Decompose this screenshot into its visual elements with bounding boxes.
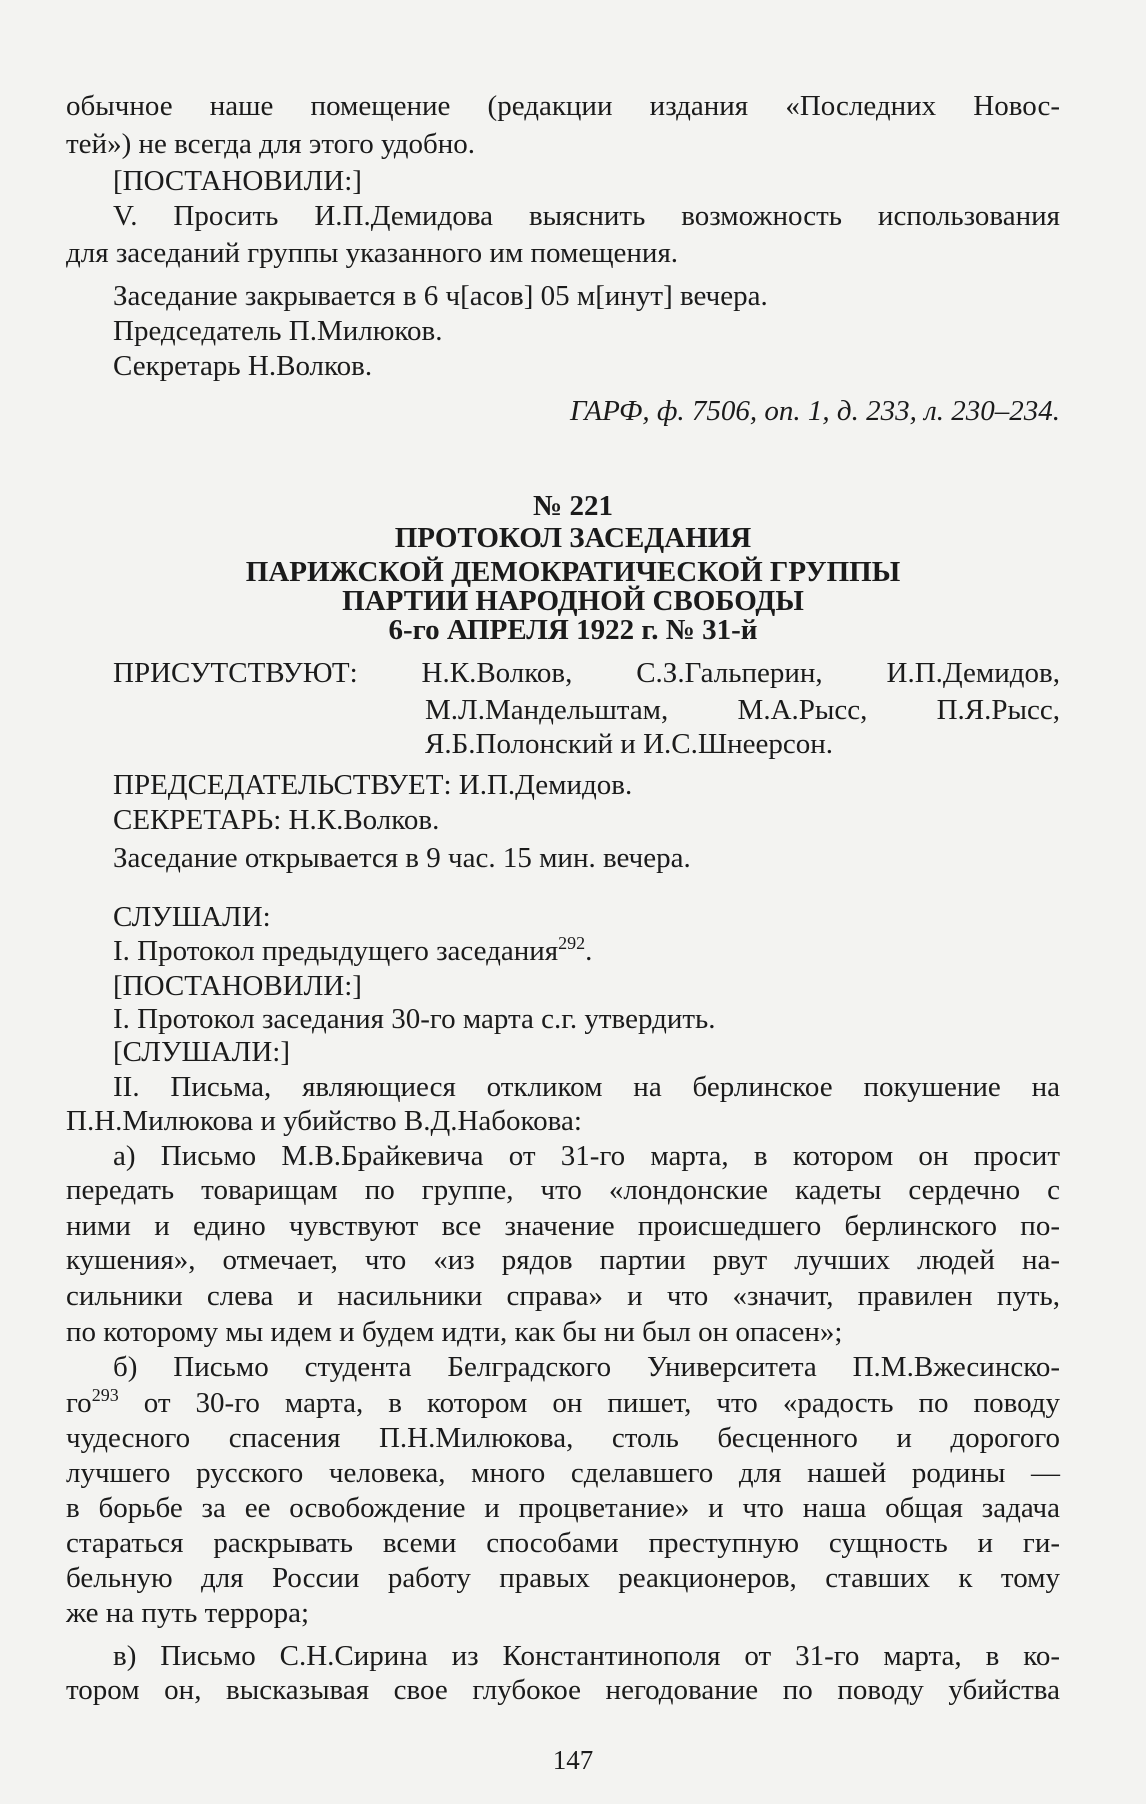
line-text: для заседаний группы указанного им помещения. — [66, 237, 679, 269]
text-line — [425, 725, 833, 763]
text-line — [113, 1033, 290, 1071]
line-text: Секретарь Н.Волков. — [113, 350, 373, 382]
text-line — [113, 1137, 1060, 1175]
line-text: обычное наше помещение (редакции издания «Последних Новос- — [66, 90, 1060, 122]
line-text: Я.Б.Полонский и И.С.Шнеерсон. — [425, 728, 834, 760]
line-text: 6-го АПРЕЛЯ 1922 г. № 31-й — [388, 614, 758, 646]
page-number: 147 — [552, 1745, 594, 1775]
text-line — [66, 234, 678, 272]
text-line — [66, 1241, 1060, 1279]
text-line — [66, 1454, 1060, 1492]
line-text: Председатель П.Милюков. — [113, 315, 443, 347]
text-line — [66, 1171, 1060, 1209]
line-text: I. Протокол заседания 30-го марта с.г. утвердить. — [113, 1003, 716, 1035]
line-text: кушения», отмечает, что «из рядов партии рвут лучших людей на- — [66, 1244, 1060, 1276]
line-text: б) Письмо студента Белградского Университета П.М.Вжесинско- — [113, 1351, 1060, 1383]
text-line — [113, 898, 271, 936]
line-text: П.Н.Милюкова и убийство В.Д.Набокова: — [66, 1105, 582, 1137]
archive-citation — [570, 392, 1060, 430]
text-line — [113, 766, 632, 804]
text-line — [66, 1594, 309, 1632]
text-line — [66, 1384, 1060, 1422]
line-text: ПАРИЖСКОЙ ДЕМОКРАТИЧЕСКОЙ ГРУППЫ — [245, 556, 901, 588]
line-text: ПРЕДСЕДАТЕЛЬСТВУЕТ: И.П.Демидов. — [113, 769, 633, 801]
text-line — [113, 932, 592, 970]
line-text: бельную для России работу правых реакционеров, ставших к тому — [66, 1562, 1060, 1594]
text-line — [113, 1348, 1060, 1386]
line-text: [ПОСТАНОВИЛИ:] — [113, 165, 362, 197]
line-text: сильники слева и насильники справа» и что «значит, правилен путь, — [66, 1280, 1060, 1312]
text-line — [113, 162, 362, 200]
text-line — [66, 1419, 1060, 1457]
line-text: Заседание открывается в 9 час. 15 мин. вечера. — [113, 842, 691, 874]
line-text: лучшего русского человека, много сделавшего для нашей родины — — [66, 1457, 1060, 1489]
text-line — [66, 125, 475, 163]
footnote-marker: 292 — [558, 933, 586, 953]
line-text: ними и едино чувствуют все значение происшедшего берлинского по- — [66, 1210, 1060, 1242]
line-text: стараться раскрывать всеми способами преступную сущность и ги- — [66, 1527, 1060, 1559]
text-line — [66, 1671, 1060, 1709]
line-text: ПРИСУТСТВУЮТ: Н.К.Волков, С.З.Гальперин, И.П.Демидов, — [113, 657, 1060, 689]
text-line — [113, 277, 768, 315]
text-line — [113, 654, 1060, 692]
line-text: чудесного спасения П.Н.Милюкова, столь бесценного и дорогого — [66, 1422, 1060, 1454]
line-text: ПАРТИИ НАРОДНОЙ СВОБОДЫ — [342, 585, 804, 617]
text-line — [66, 1277, 1060, 1315]
line-text: II. Письма, являющиеся откликом на берлинское покушение на — [113, 1071, 1060, 1103]
text-line — [66, 1313, 842, 1351]
line-text: М.Л.Мандельштам, М.А.Рысс, П.Я.Рысс, — [425, 694, 1060, 726]
line-text: передать товарищам по группе, что «лондонские кадеты сердечно с — [66, 1174, 1060, 1206]
line-text: го — [66, 1387, 92, 1419]
text-line — [425, 691, 1060, 729]
text-line — [113, 312, 442, 350]
line-text: тей») не всегда для этого удобно. — [66, 128, 475, 160]
text-line — [113, 197, 1060, 235]
text-line — [113, 839, 691, 877]
text-line — [113, 1068, 1060, 1106]
line-text: тором он, высказывая свое глубокое негодование по поводу убийства — [66, 1674, 1060, 1706]
line-text: ГАРФ, ф. 7506, оп. 1, д. 233, л. 230–234. — [570, 395, 1060, 427]
line-text: [ПОСТАНОВИЛИ:] — [113, 970, 362, 1002]
line-text: СЕКРЕТАРЬ: Н.К.Волков. — [113, 804, 440, 836]
heading-line — [0, 519, 1146, 557]
line-text: а) Письмо М.В.Брайкевича от 31-го марта, в котором он просит — [113, 1140, 1060, 1172]
text-line — [66, 1489, 1060, 1527]
text-line — [113, 1637, 1060, 1675]
line-text: СЛУШАЛИ: — [113, 901, 271, 933]
line-text: по которому мы идем и будем идти, как бы ни был он опасен»; — [66, 1316, 843, 1348]
text-line — [66, 1207, 1060, 1245]
text-line — [66, 1102, 582, 1140]
line-text-continued: . — [585, 935, 593, 967]
text-line — [113, 347, 372, 385]
line-text: в борьбе за ее освобождение и процветание» и что наша общая задача — [66, 1492, 1060, 1524]
line-text: же на путь террора; — [66, 1597, 310, 1629]
line-text: [СЛУШАЛИ:] — [113, 1036, 291, 1068]
line-text: в) Письмо С.Н.Сирина из Константинополя от 31-го марта, в ко- — [113, 1640, 1060, 1672]
line-text: I. Протокол предыдущего заседания — [113, 935, 559, 967]
line-text: Заседание закрывается в 6 ч[асов] 05 м[инут] вечера. — [113, 280, 768, 312]
text-line — [66, 1559, 1060, 1597]
text-line — [66, 87, 1060, 125]
text-line — [66, 1524, 1060, 1562]
line-text: № 221 — [533, 490, 613, 522]
line-text-continued: от 30-го марта, в котором он пишет, что «радость по поводу — [118, 1387, 1060, 1419]
line-text: V. Просить И.П.Демидова выяснить возможность использования — [113, 200, 1060, 232]
text-line — [113, 801, 439, 839]
heading-line — [0, 611, 1146, 649]
footnote-marker: 293 — [91, 1385, 119, 1405]
line-text: ПРОТОКОЛ ЗАСЕДАНИЯ — [394, 522, 752, 554]
